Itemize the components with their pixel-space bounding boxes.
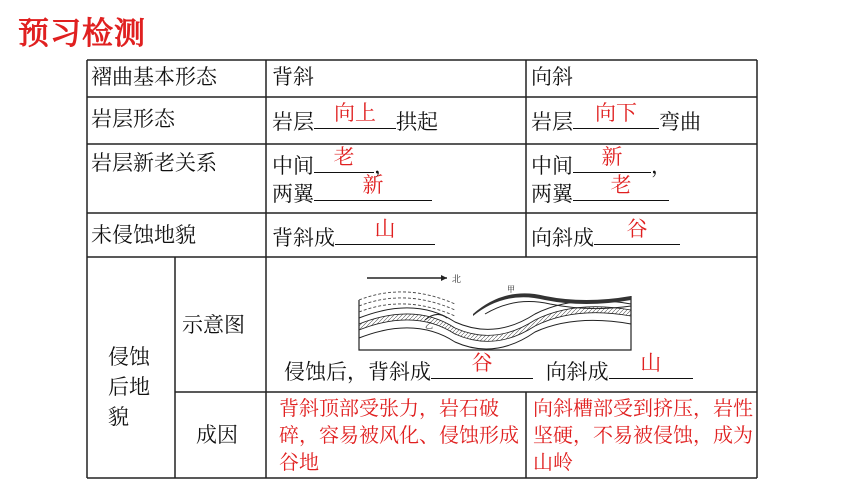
anticline-age-answer2: 新 [362, 173, 384, 197]
syncline-shape-prefix: 岩层 [531, 110, 573, 134]
header-anticline: 背斜 [272, 65, 314, 89]
syncline-cause: 向斜槽部受到挤压，岩性坚硬，不易被侵蚀，成为山岭 [533, 396, 753, 474]
answer-blank [609, 351, 693, 379]
row-label-uneroded: 未侵蚀地貌 [91, 223, 196, 247]
answer-blank [431, 351, 533, 379]
eroded-part1: 侵蚀后，背斜成 [284, 360, 431, 384]
anticline-uneroded [272, 217, 435, 252]
answer-blank [573, 101, 659, 129]
syncline-age-line2 [531, 173, 669, 208]
answer-blank [314, 101, 396, 129]
fold-diagram [355, 270, 635, 352]
syncline-uneroded-prefix: 向斜成 [531, 226, 594, 250]
anticline-shape-prefix: 岩层 [272, 110, 314, 134]
anticline-age-line2 [272, 173, 432, 208]
syncline-shape-suffix: 弯曲 [659, 110, 701, 134]
eroded-part2: 向斜成 [545, 360, 609, 384]
answer-blank [314, 145, 374, 173]
anticline-cause: 背斜顶部受张力，岩石破碎，容易被风化、侵蚀形成谷地 [279, 396, 519, 474]
syncline-uneroded-answer: 谷 [626, 217, 648, 241]
anticline-age-answer1: 老 [333, 145, 355, 169]
eroded-layer [359, 292, 455, 304]
anticline-uneroded-answer: 山 [374, 217, 396, 241]
syncline-uneroded [531, 217, 680, 252]
eroded-sentence [284, 351, 693, 386]
syncline-age-prefix1: 中间 [531, 154, 573, 178]
anticline-age-suffix1: ， [374, 154, 395, 178]
jia-label: 甲 [507, 285, 515, 294]
yi-label: 乙 [425, 321, 433, 330]
answer-blank [573, 173, 669, 201]
north-label: 北 [452, 275, 462, 285]
syncline-shape [531, 101, 701, 136]
rock-layer-hatched [359, 307, 631, 342]
row-label-shape: 岩层形态 [91, 107, 175, 131]
anticline-shape [272, 101, 438, 136]
anticline-shape-answer: 向上 [334, 101, 376, 125]
cause-label: 成因 [196, 423, 238, 447]
diagram-label: 示意图 [182, 313, 245, 337]
anticline-uneroded-prefix: 背斜成 [272, 226, 335, 250]
syncline-shape-answer: 向下 [595, 101, 637, 125]
row-label-eroded: 侵蚀后地貌 [108, 345, 150, 429]
anticline-shape-suffix: 拱起 [396, 110, 438, 134]
eroded-answer1: 谷 [471, 351, 493, 375]
header-syncline: 向斜 [531, 65, 573, 89]
syncline-age-suffix1: ， [651, 154, 672, 178]
syncline-age-answer2: 老 [610, 173, 632, 197]
north-arrow-head [441, 275, 447, 281]
anticline-age-prefix1: 中间 [272, 154, 314, 178]
syncline-age-answer1: 新 [601, 145, 623, 169]
answer-blank [335, 217, 435, 245]
syncline-age-prefix2: 两翼 [531, 182, 573, 206]
answer-blank [314, 173, 432, 201]
answer-blank [594, 217, 680, 245]
header-row-label: 褶曲基本形态 [91, 65, 217, 89]
anticline-age-prefix2: 两翼 [272, 182, 314, 206]
answer-blank [573, 145, 651, 173]
eroded-answer2: 山 [640, 351, 662, 375]
row-label-age: 岩层新老关系 [91, 151, 217, 175]
page-title: 预习检测 [18, 16, 146, 52]
